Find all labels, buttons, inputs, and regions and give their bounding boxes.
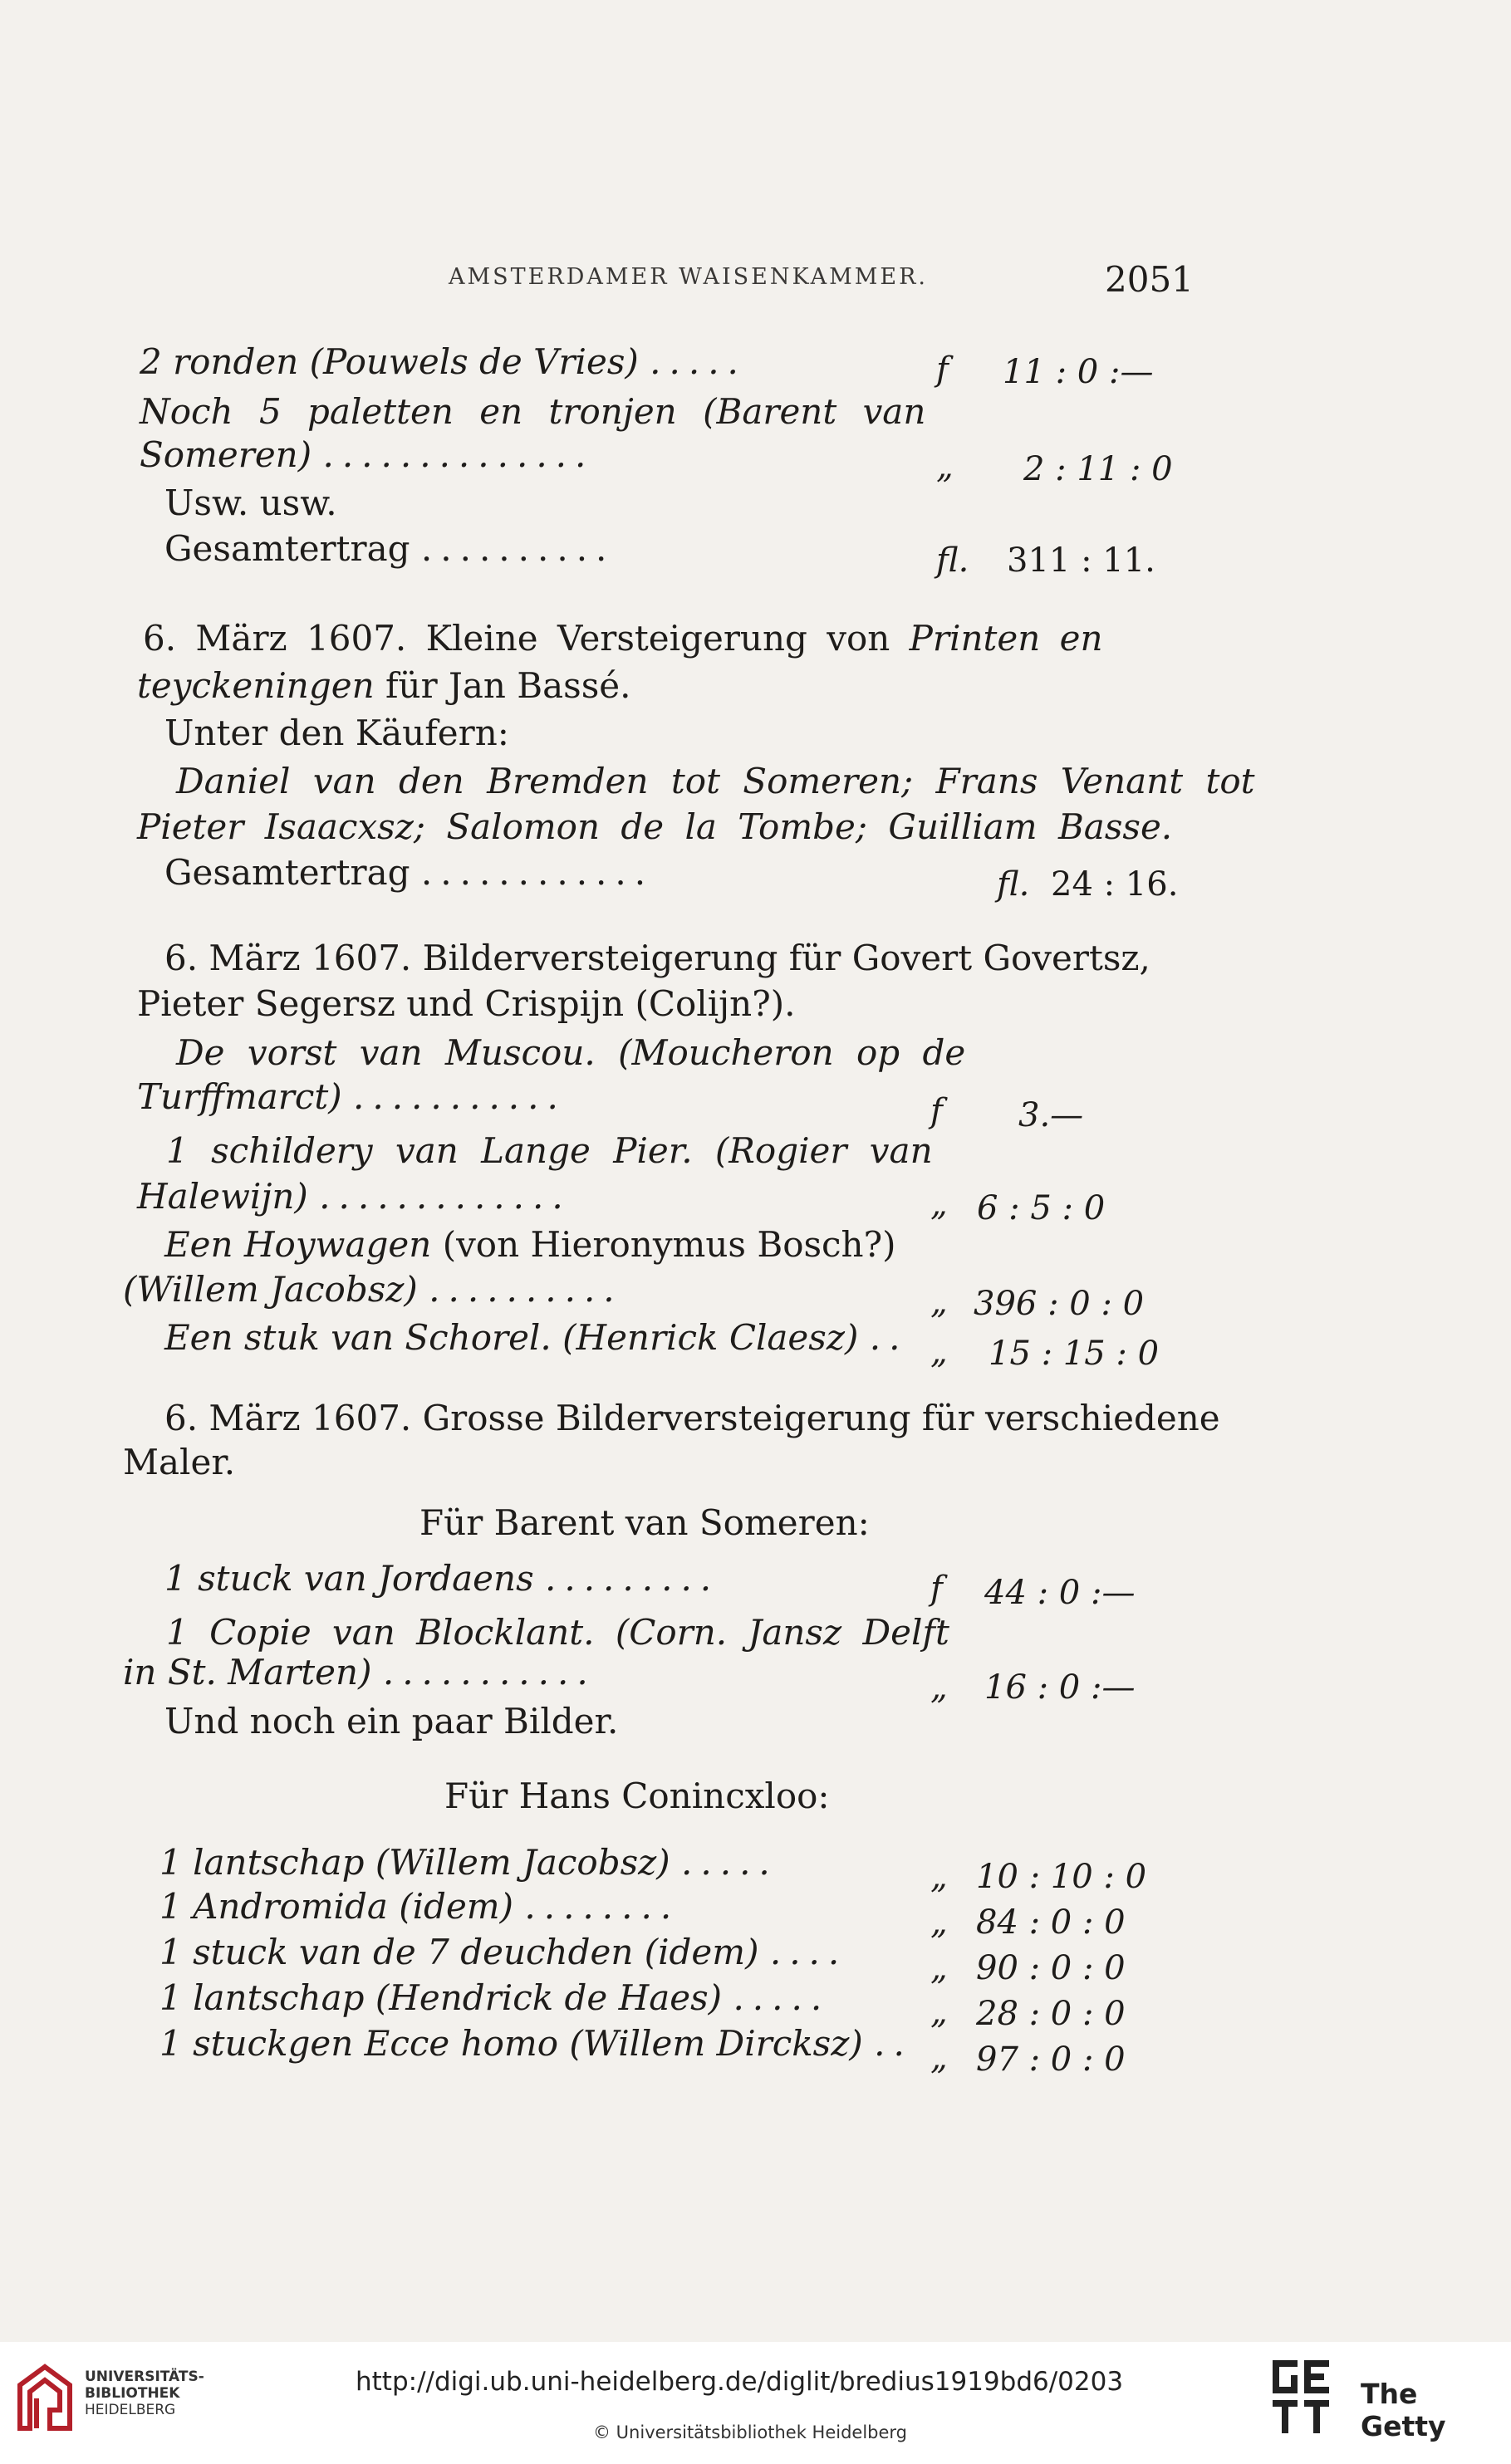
amount: 24 : 16. xyxy=(1051,865,1179,904)
currency-mark: „ xyxy=(936,448,954,486)
library-name: UNIVERSITÄTS- BIBLIOTHEK HEIDELBERG xyxy=(85,2368,204,2418)
entry-line: 2 ronden (Pouwels de Vries) ..... xyxy=(140,341,747,382)
currency-mark: f xyxy=(930,1092,943,1130)
currency-mark: „ xyxy=(930,1993,948,2031)
amount: 90 : 0 : 0 xyxy=(976,1949,1126,1987)
entry-line: 6. März 1607. Kleine Versteigerung von Printen en xyxy=(143,618,1103,659)
entry-line: Someren) .............. xyxy=(140,434,595,475)
amount: 3.— xyxy=(1018,1096,1084,1134)
entry-line: Een Hoywagen (von Hieronymus Bosch?) xyxy=(164,1224,896,1265)
entry-line: Usw. usw. xyxy=(164,483,337,523)
university-library-logo-icon xyxy=(12,2360,78,2435)
currency-mark: „ xyxy=(930,1903,948,1942)
entry-line: Turffmarct) ........... xyxy=(137,1076,567,1117)
entry-line: Daniel van den Bremden tot Someren; Frans Venant tot xyxy=(176,761,1255,801)
page-number: 2051 xyxy=(1105,259,1194,300)
currency-mark: f xyxy=(930,1570,943,1608)
amount: 311 : 11. xyxy=(1007,541,1155,580)
entry-line: De vorst van Muscou. (Moucheron op de xyxy=(176,1032,966,1073)
section-heading: Für Barent van Someren: xyxy=(419,1502,870,1543)
currency-mark: „ xyxy=(930,1668,948,1707)
amount: 10 : 10 : 0 xyxy=(976,1858,1147,1896)
entry-line: 1 stuck van de 7 deuchden (idem) .... xyxy=(159,1932,848,1972)
currency-mark: f xyxy=(936,350,949,389)
entry-line: 6. März 1607. Grosse Bilderversteigerung für verschiedene xyxy=(164,1398,1220,1438)
copyright-notice: © Universitätsbibliothek Heidelberg xyxy=(593,2422,908,2442)
entry-line: Pieter Isaacxsz; Salomon de la Tombe; Guilliam Basse. xyxy=(137,806,1173,847)
currency-mark: „ xyxy=(930,1858,948,1896)
currency-mark: „ xyxy=(930,2039,948,2077)
amount: 15 : 15 : 0 xyxy=(989,1335,1160,1373)
entry-line: teyckeningen für Jan Bassé. xyxy=(137,665,631,706)
currency-mark: fl. xyxy=(936,541,969,580)
currency-mark: fl. xyxy=(997,865,1030,904)
entry-line: 6. März 1607. Bilderversteigerung für Govert Govertsz, xyxy=(164,938,1150,978)
viewer-footer xyxy=(0,2342,1511,2464)
entry-line: Gesamtertrag .......... xyxy=(164,528,616,569)
entry-line: Een stuk van Schorel. (Henrick Claesz) .. xyxy=(164,1317,909,1358)
currency-mark: „ xyxy=(930,1283,948,1321)
amount: 97 : 0 : 0 xyxy=(976,2040,1126,2079)
entry-line: 1 stuck van Jordaens ......... xyxy=(164,1558,720,1599)
entry-line: 1 Andromida (idem) ........ xyxy=(159,1886,680,1927)
entry-line: Pieter Segersz und Crispijn (Colijn?). xyxy=(137,983,796,1024)
running-title: AMSTERDAMER WAISENKAMMER. xyxy=(449,264,928,290)
currency-mark: „ xyxy=(930,1333,948,1371)
section-heading: Für Hans Conincxloo: xyxy=(444,1776,830,1816)
entry-line: Unter den Käufern: xyxy=(164,713,509,753)
currency-mark: „ xyxy=(930,1185,948,1223)
currency-mark: „ xyxy=(930,1949,948,1987)
permalink-url[interactable]: http://digi.ub.uni-heidelberg.de/diglit/bredius1919bd6/0203 xyxy=(356,2367,1124,2397)
entry-line: (Willem Jacobsz) .......... xyxy=(123,1269,623,1310)
amount: 11 : 0 :— xyxy=(1003,353,1154,391)
entry-line: 1 lantschap (Willem Jacobsz) ..... xyxy=(159,1842,778,1883)
entry-line: Noch 5 paletten en tronjen (Barent van xyxy=(140,391,926,432)
amount: 2 : 11 : 0 xyxy=(1023,450,1173,488)
entry-line: Und noch ein paar Bilder. xyxy=(164,1701,619,1741)
entry-line: 1 Copie van Blocklant. (Corn. Jansz Delft xyxy=(166,1612,949,1653)
entry-line: 1 lantschap (Hendrick de Haes) ..... xyxy=(159,1977,831,2018)
getty-name: The Getty xyxy=(1361,2378,1446,2442)
amount: 44 : 0 :— xyxy=(984,1574,1136,1612)
amount: 84 : 0 : 0 xyxy=(976,1903,1126,1942)
amount: 28 : 0 : 0 xyxy=(976,1995,1126,2033)
amount: 396 : 0 : 0 xyxy=(974,1285,1145,1323)
entry-line: 1 schildery van Lange Pier. (Rogier van xyxy=(166,1130,933,1171)
amount: 6 : 5 : 0 xyxy=(977,1189,1106,1227)
amount: 16 : 0 :— xyxy=(984,1668,1136,1707)
entry-line: 1 stuckgen Ecce homo (Willem Dircksz) .. xyxy=(159,2023,913,2064)
getty-logo-icon xyxy=(1269,2357,1334,2437)
entry-line: Maler. xyxy=(123,1442,236,1482)
entry-line: Gesamtertrag ............ xyxy=(164,852,655,893)
entry-line: Halewijn) ............. xyxy=(137,1176,572,1217)
entry-line: in St. Marten) ........... xyxy=(123,1652,596,1692)
